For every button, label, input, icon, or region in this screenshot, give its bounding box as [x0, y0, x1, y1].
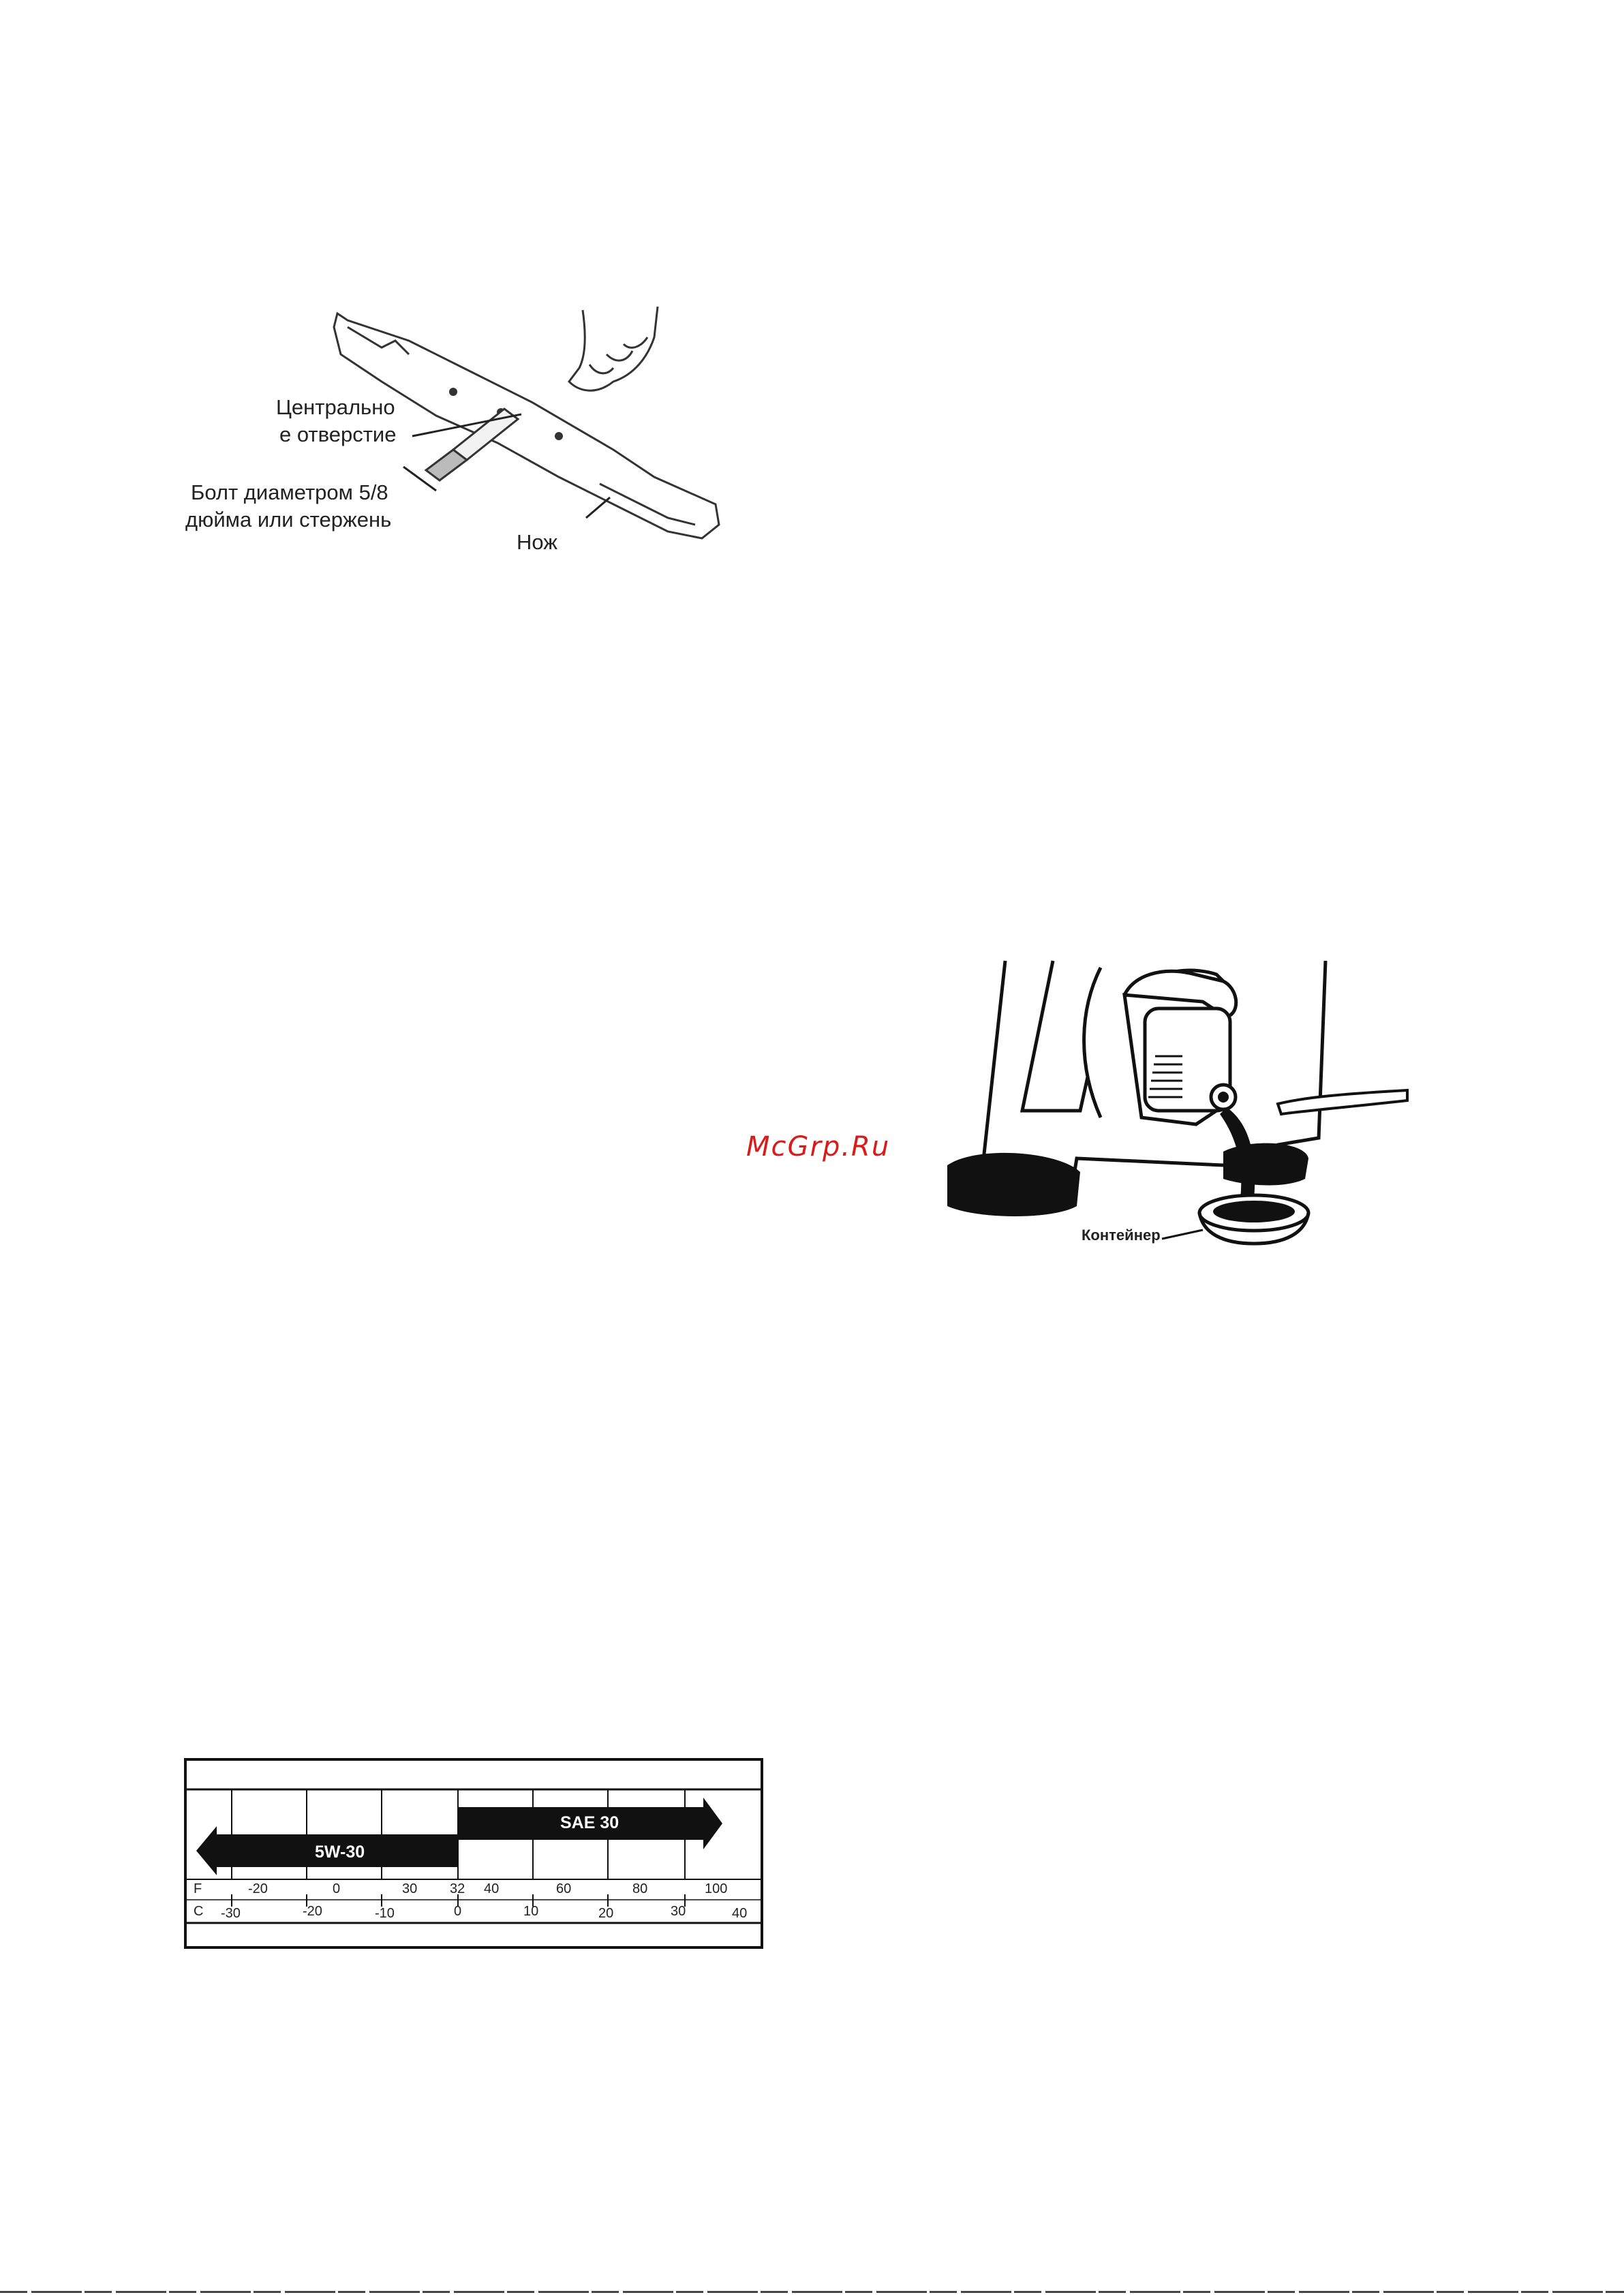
bolt-label-line2: дюйма или стержень [185, 508, 392, 532]
celsius-label: C [194, 1904, 204, 1919]
page-footer-rule [0, 2291, 1624, 2293]
f-tick: 40 [484, 1881, 500, 1896]
f-tick: 100 [705, 1881, 728, 1896]
fahrenheit-label: F [194, 1881, 202, 1896]
blade-balance-illustration-icon [177, 300, 736, 586]
c-tick: -30 [221, 1906, 241, 1921]
center-hole-label-line2: е отверстие [279, 422, 397, 446]
center-hole-label-line1: Центрально [276, 395, 395, 419]
f-tick: 0 [333, 1881, 341, 1896]
f-tick: 30 [402, 1881, 418, 1896]
oil-chart-frame [184, 1758, 763, 1949]
c-tick: 30 [671, 1904, 686, 1919]
c-tick: 0 [454, 1904, 462, 1919]
c-tick: -20 [303, 1904, 322, 1919]
sae30-label: SAE 30 [560, 1813, 619, 1832]
c-tick: -10 [375, 1906, 395, 1921]
oil-drain-figure [937, 954, 1414, 1274]
c-tick: 40 [732, 1906, 748, 1921]
f-tick: 32 [450, 1881, 465, 1896]
oil-drain-illustration-icon [937, 954, 1414, 1274]
5w30-label: 5W-30 [315, 1843, 365, 1862]
watermark: McGrp.Ru [746, 1131, 891, 1162]
blade-balance-figure [177, 300, 736, 586]
f-tick: 80 [632, 1881, 648, 1896]
oil-viscosity-chart [184, 1758, 763, 1949]
c-tick: 20 [598, 1906, 614, 1921]
c-tick: 10 [523, 1904, 539, 1919]
container-label: Контейнер [1082, 1227, 1161, 1244]
bolt-label-line1: Болт диаметром 5/8 [191, 480, 388, 504]
blade-label: Нож [517, 530, 558, 554]
f-tick: 60 [556, 1881, 572, 1896]
f-tick: -20 [248, 1881, 268, 1896]
